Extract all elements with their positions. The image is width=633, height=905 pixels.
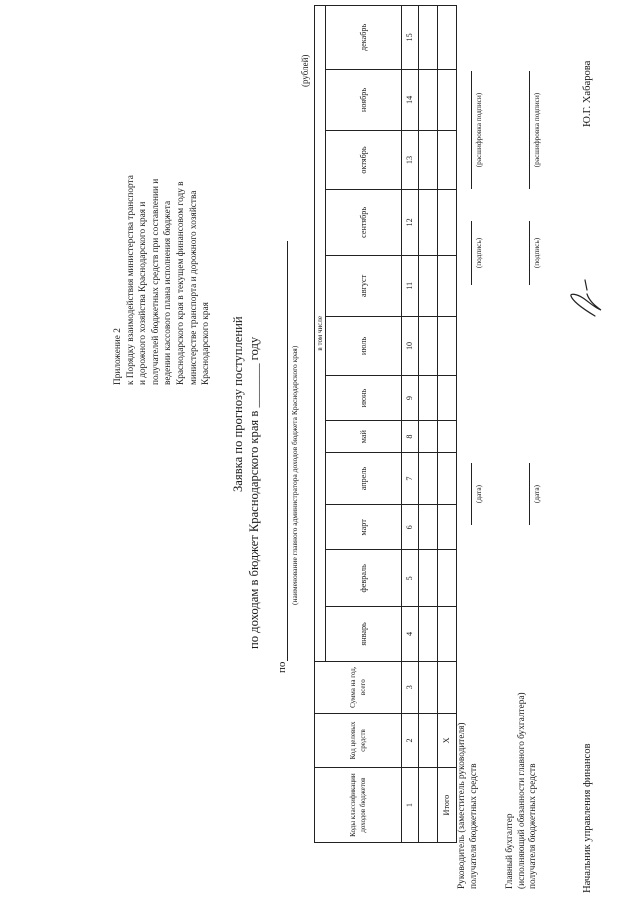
column-number: 11 bbox=[402, 255, 419, 316]
manager-date-caption: (дата) bbox=[474, 484, 483, 504]
column-numbers-row bbox=[402, 6, 419, 843]
table-cell bbox=[419, 768, 438, 843]
column-number: 10 bbox=[402, 316, 419, 375]
header-month: март bbox=[326, 505, 402, 550]
table-cell bbox=[419, 421, 438, 453]
table-cell bbox=[419, 607, 438, 661]
table-cell bbox=[419, 661, 438, 713]
accountant-signature-block bbox=[505, 692, 540, 889]
column-number: 5 bbox=[402, 550, 419, 607]
header-month: июнь bbox=[326, 375, 402, 420]
appendix-line: к Порядку взаимодействия министерства транспорта bbox=[125, 175, 136, 385]
appendix-line: получателей бюджетных средств при составлении и bbox=[150, 178, 161, 385]
column-number: 3 bbox=[402, 661, 419, 713]
accountant-title-line: Главный бухгалтер bbox=[505, 813, 515, 889]
column-number: 13 bbox=[402, 131, 419, 190]
table-cell bbox=[419, 69, 438, 130]
header-month: июль bbox=[326, 316, 402, 375]
table-cell bbox=[438, 550, 457, 607]
column-number: 15 bbox=[402, 6, 419, 70]
column-number: 7 bbox=[402, 452, 419, 504]
manager-sign-line bbox=[471, 221, 472, 285]
po-label: по bbox=[276, 661, 288, 673]
table-cell bbox=[438, 452, 457, 504]
table-cell bbox=[438, 255, 457, 316]
appendix-block bbox=[112, 5, 213, 385]
administrator-caption: (наименование главного администратора доходов бюджета Краснодарского края) bbox=[290, 345, 299, 605]
accountant-title-line: получателя бюджетных средств bbox=[528, 763, 538, 889]
table-cell bbox=[438, 6, 457, 70]
administrator-name-line bbox=[287, 241, 288, 661]
accountant-sign-caption: (подпись) bbox=[532, 237, 541, 269]
table-cell bbox=[419, 131, 438, 190]
handwritten-signature bbox=[565, 276, 607, 320]
column-number: 1 bbox=[402, 768, 419, 843]
header-month: декабрь bbox=[326, 6, 402, 70]
header-in-that-number: в том числе bbox=[315, 6, 326, 662]
accountant-date-caption: (дата) bbox=[532, 484, 541, 504]
document-subtitle: по доходам в бюджет Краснодарского края в _______ году bbox=[247, 336, 261, 649]
header-month: сентябрь bbox=[326, 189, 402, 255]
header-month: апрель bbox=[326, 452, 402, 504]
table-row bbox=[419, 6, 438, 843]
manager-sign-caption: (подпись) bbox=[474, 237, 483, 269]
table-cell bbox=[419, 255, 438, 316]
manager-title-line: получателя бюджетных средств bbox=[468, 763, 479, 889]
table-cell bbox=[438, 421, 457, 453]
accountant-title-line: (исполняющий обязанности главного бухгалтера) bbox=[516, 692, 527, 889]
table-cell bbox=[438, 131, 457, 190]
column-number: 8 bbox=[402, 421, 419, 453]
head-name: Ю.Г. Хабарова bbox=[582, 60, 593, 127]
document-title: Заявка по прогнозу поступлений bbox=[231, 316, 245, 492]
table-cell bbox=[438, 607, 457, 661]
accountant-decode-line bbox=[529, 71, 530, 189]
table-cell bbox=[419, 6, 438, 70]
header-annual-sum: Сумма на год, всего bbox=[315, 661, 402, 713]
header-month: январь bbox=[326, 607, 402, 661]
header-target-code: Код целевых средств bbox=[315, 713, 402, 767]
currency-unit: (рублей) bbox=[300, 54, 310, 87]
manager-signature-block bbox=[457, 723, 480, 890]
column-number: 14 bbox=[402, 69, 419, 130]
manager-date-line bbox=[471, 463, 472, 525]
header-month: август bbox=[326, 255, 402, 316]
table-cell bbox=[419, 316, 438, 375]
table-cell bbox=[438, 69, 457, 130]
appendix-line: Краснодарского края bbox=[201, 302, 212, 385]
column-number: 4 bbox=[402, 607, 419, 661]
table-cell bbox=[419, 505, 438, 550]
accountant-decode-caption: (расшифровка подписи) bbox=[532, 92, 541, 168]
table-cell bbox=[419, 713, 438, 767]
table-cell bbox=[419, 189, 438, 255]
header-codes: Коды классификации доходов бюджетов bbox=[315, 768, 402, 843]
table-cell bbox=[438, 505, 457, 550]
table-cell bbox=[438, 375, 457, 420]
manager-title-line: Руководитель (заместитель руководителя) bbox=[457, 722, 467, 889]
manager-decode-line bbox=[471, 71, 472, 189]
table-cell bbox=[438, 661, 457, 713]
header-month: ноябрь bbox=[326, 69, 402, 130]
forecast-table bbox=[314, 5, 457, 843]
header-month: октябрь bbox=[326, 131, 402, 190]
appendix-line: министерстве транспорта и дорожного хозяйства bbox=[188, 190, 199, 385]
table-cell bbox=[419, 550, 438, 607]
appendix-line: ведении кассового плана исполнения бюджета bbox=[163, 200, 174, 385]
table-cell bbox=[419, 375, 438, 420]
total-label: Итого bbox=[438, 768, 457, 843]
appendix-line: Приложение 2 bbox=[113, 328, 123, 385]
accountant-date-line bbox=[529, 463, 530, 525]
accountant-sign-line bbox=[529, 221, 530, 285]
manager-decode-caption: (расшифровка подписи) bbox=[474, 92, 483, 168]
total-row bbox=[438, 6, 457, 843]
appendix-line: и дорожного хозяйства Краснодарского края и bbox=[138, 201, 149, 385]
table-cell bbox=[438, 189, 457, 255]
table-cell bbox=[419, 452, 438, 504]
column-number: 2 bbox=[402, 713, 419, 767]
table-cell bbox=[438, 316, 457, 375]
header-month: май bbox=[326, 421, 402, 453]
total-target-code: X bbox=[438, 713, 457, 767]
column-number: 12 bbox=[402, 189, 419, 255]
header-month: февраль bbox=[326, 550, 402, 607]
column-number: 6 bbox=[402, 505, 419, 550]
column-number: 9 bbox=[402, 375, 419, 420]
appendix-line: Краснодарского края в текущем финансовом году в bbox=[175, 181, 186, 385]
head-position: Начальник управления финансов bbox=[582, 743, 593, 893]
